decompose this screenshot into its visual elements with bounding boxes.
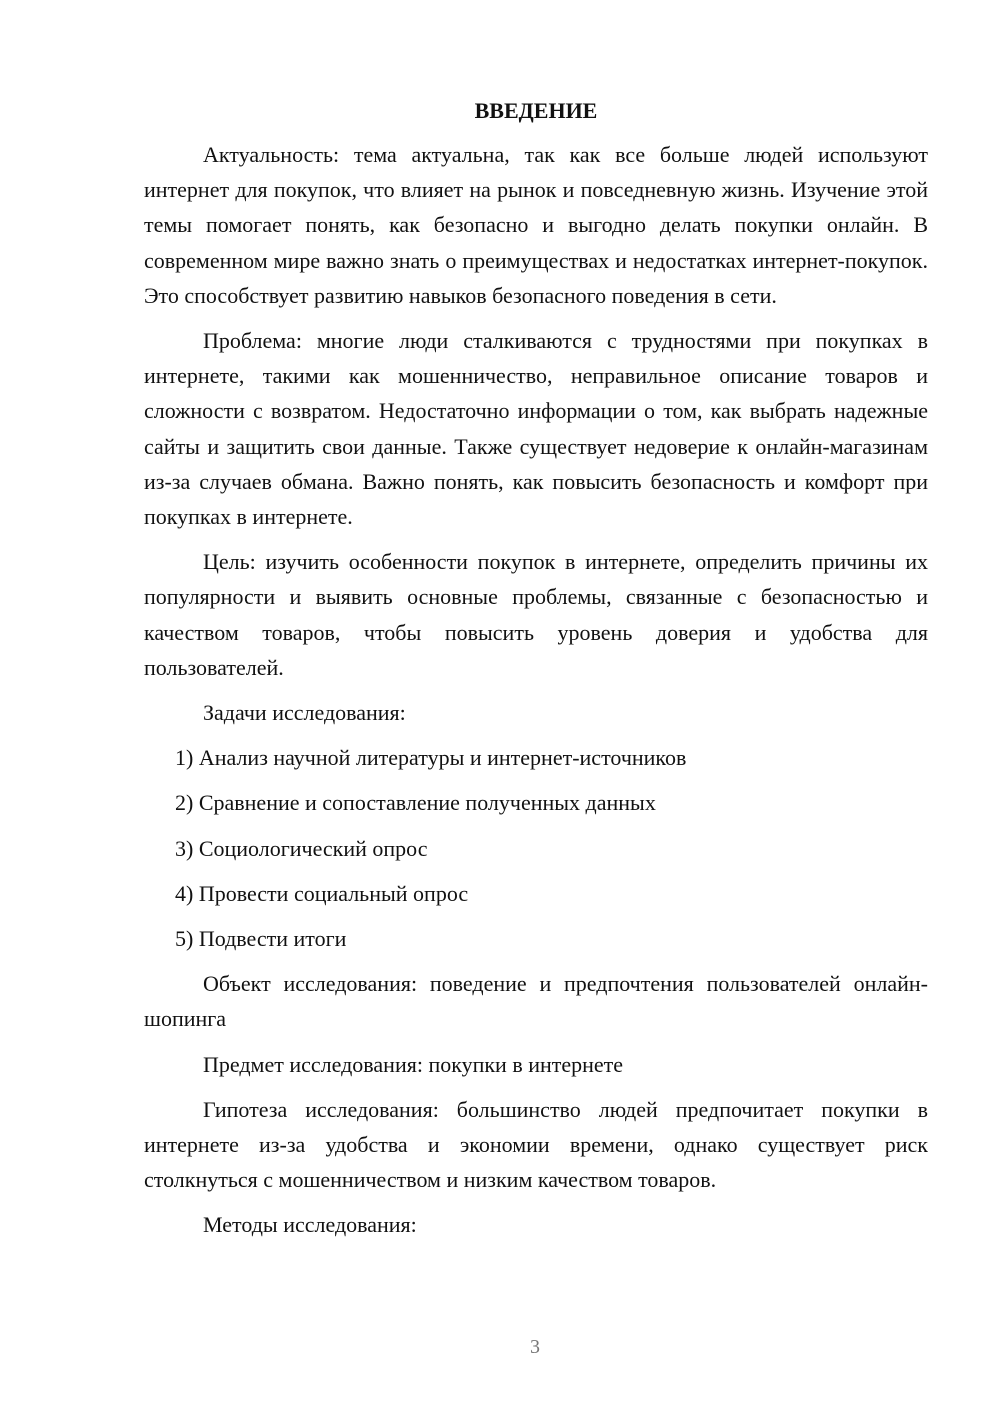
paragraph-subject: Предмет исследования: покупки в интернете (203, 1051, 624, 1077)
task-item-5: 5) Подвести итоги (175, 926, 347, 952)
task-item-3: 3) Социологический опрос (175, 835, 428, 861)
page-number: 3 (530, 1336, 540, 1358)
task-item-2: 2) Сравнение и сопоставление полученных данных (175, 790, 656, 816)
task-item-4: 4) Провести социальный опрос (175, 880, 469, 906)
paragraph-goal: Цель: изучить особенности покупок в интернете, определить причины их популярности и выявить основные проблемы, связанные с безопасностью и качеством товаров, чтобы повысить уровень доверия и удобства для пользователей. (144, 549, 928, 680)
section-title: ВВЕДЕНИЕ (474, 98, 598, 123)
document-body (144, 95, 928, 1243)
paragraph-relevance: Актуальность: тема актуальна, так как все больше людей используют интернет для покупок, что влияет на рынок и повседневную жизнь. Изучение этой темы помогает понять, как безопасно и выгодно делать покупки онлайн. В современном мире важно знать о преимуществах и недостатках интернет-покупок. Это способствует развитию навыков безопасного поведения в сети. (144, 142, 928, 308)
tasks-heading: Задачи исследования: (203, 700, 406, 726)
paragraph-object: Объект исследования: поведение и предпочтения пользователей онлайн-шопинга (144, 971, 928, 1032)
task-item-1: 1) Анализ научной литературы и интернет-источников (175, 745, 687, 771)
methods-heading: Методы исследования: (203, 1212, 417, 1238)
paragraph-hypothesis: Гипотеза исследования: большинство людей предпочитает покупки в интернете из-за удобства и экономии времени, однако существует риск столкнуться с мошенничеством и низким качеством товаров. (144, 1096, 928, 1193)
paragraph-problem: Проблема: многие люди сталкиваются с трудностями при покупках в интернете, такими как мошенничество, неправильное описание товаров и сложности с возвратом. Недостаточно информации о том, как выбрать надежные сайты и защитить свои данные. Также существует недоверие к онлайн-магазинам из-за случаев обмана. Важно понять, как повысить безопасность и комфорт при покупках в интернете. (144, 328, 928, 530)
